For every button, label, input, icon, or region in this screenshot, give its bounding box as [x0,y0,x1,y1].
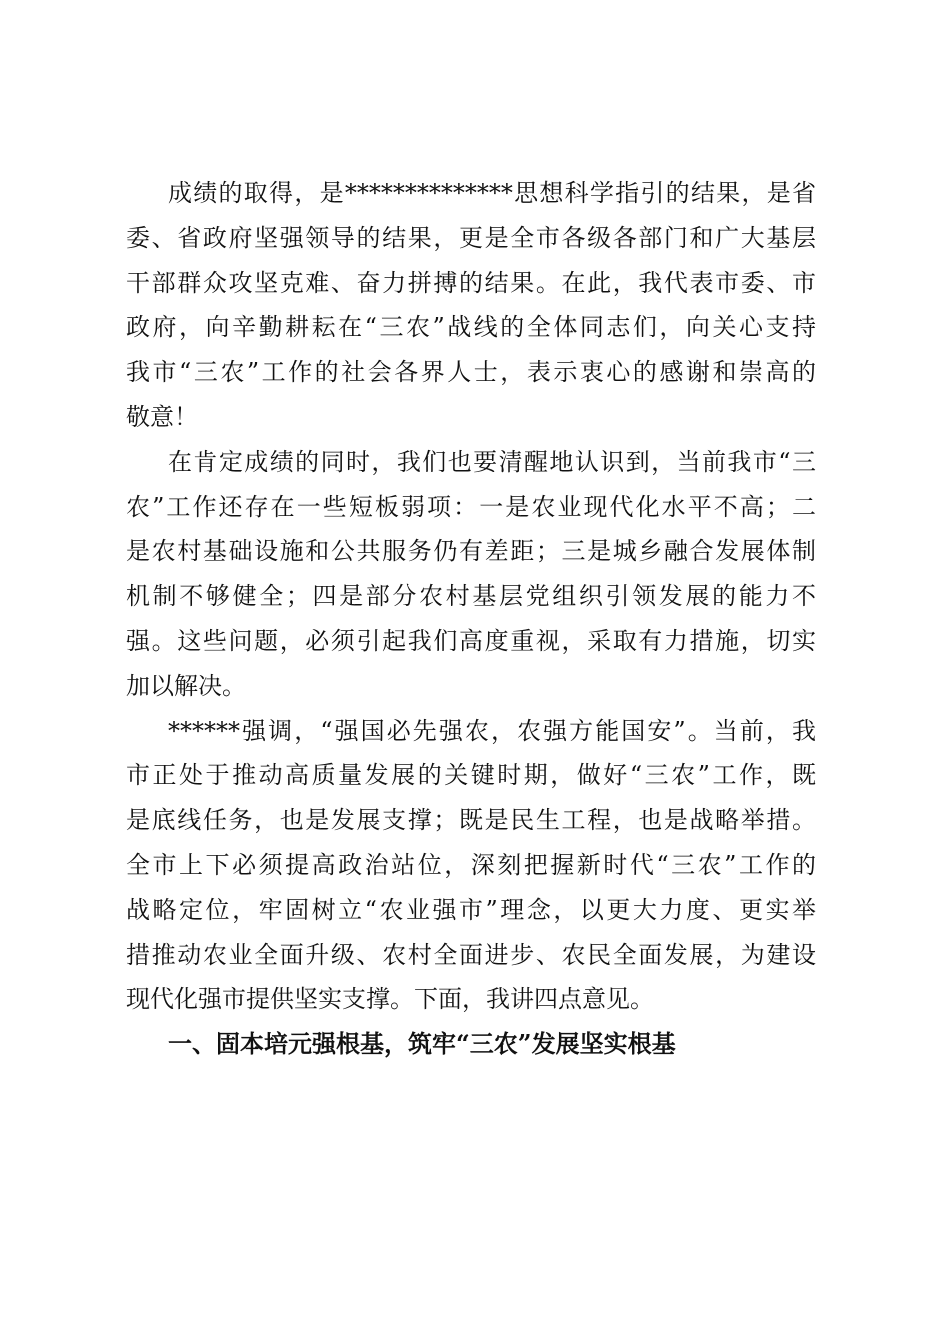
paragraph-1-line: 我市“三农”工作的社会各界人士，表示衷心的感谢和崇高的 [126,358,816,387]
paragraph-1-line: 敬意！ [126,403,198,431]
paragraph-2-line: 强。这些问题，必须引起我们高度重视，采取有力措施，切实 [126,627,816,655]
paragraph-2-line: 机制不够健全；四是部分农村基层党组织引领发展的能力不 [126,582,816,611]
paragraph-1-line: 成绩的取得，是**************思想科学指引的结果，是省 [168,179,816,207]
paragraph-2-line: 加以解决。 [126,671,246,700]
paragraph-1-line: 委、省政府坚强领导的结果，更是全市各级各部门和广大基层 [126,223,816,252]
paragraph-1-line: 干部群众攻坚克难、奋力拼搏的结果。在此，我代表市委、市 [126,268,816,297]
paragraph-3-line: 全市上下必须提高政治站位，深刻把握新时代“三农”工作的 [126,851,816,879]
paragraph-3-line: 市正处于推动高质量发展的关键时期，做好“三农”工作，既 [126,761,816,790]
paragraph-2-line: 农”工作还存在一些短板弱项：一是农业现代化水平不高；二 [126,492,816,521]
paragraph-3-line: 措推动农业全面升级、农村全面进步、农民全面发展，为建设 [126,940,816,969]
paragraph-2-line: 是农村基础设施和公共服务仍有差距；三是城乡融合发展体制 [126,537,816,566]
section-heading: 一、固本培元强根基，筑牢“三农”发展坚实根基 [168,1029,676,1059]
paragraph-2-line: 在肯定成绩的同时，我们也要清醒地认识到，当前我市“三 [168,447,816,476]
paragraph-3-line: ******强调，“强国必先强农，农强方能国安”。当前，我 [168,716,816,745]
paragraph-3-line: 现代化强市提供坚实支撑。下面，我讲四点意见。 [126,985,654,1014]
paragraph-3-line: 战略定位，牢固树立“农业强市”理念，以更大力度、更实举 [126,895,816,924]
paragraph-3-line: 是底线任务，也是发展支撑；既是民生工程，也是战略举措。 [126,806,816,835]
paragraph-1-line: 政府，向辛勤耕耘在“三农”战线的全体同志们，向关心支持 [126,313,816,342]
